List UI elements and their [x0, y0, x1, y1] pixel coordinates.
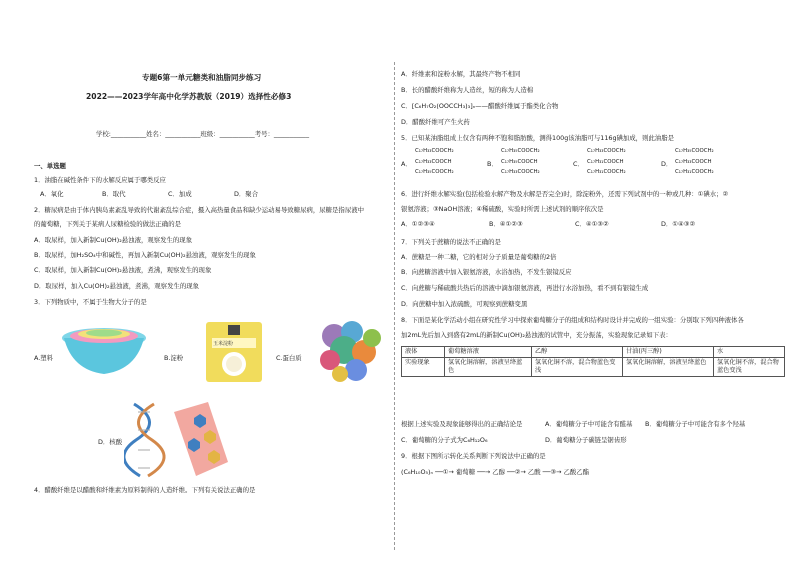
- table-row-label: 实验现象: [402, 358, 445, 377]
- q7-option-a: A．蔗糖是一种二糖，它的相对分子质量是葡萄糖的2倍: [401, 253, 557, 261]
- q5-option-c-formula: [587, 148, 626, 176]
- q4-option-a: A．纤维素和淀粉水解，其最终产物不相同: [401, 70, 521, 78]
- q8-question-line: 根据上述实验及现象能够得出的正确结论是: [401, 420, 523, 428]
- formula-line: C₁₇H₃₃COOCH₂: [415, 148, 454, 154]
- q5-stem: 5．已知某油脂组成上仅含有两种不饱和脂肪酸，测得100g该油脂可与116g碘加成，则此油脂是: [401, 134, 675, 142]
- formula-line: C₁₇H₃₅COOCH₂: [501, 148, 540, 154]
- table-header-cell: 液体: [402, 347, 445, 358]
- q4-stem: 4．醋酸纤维是以醋酸和纤维素为原料制得的人造纤维。下列有关说法正确的是: [34, 486, 256, 494]
- q7-stem: 7．下列关于蔗糖的说法不正确的是: [401, 238, 501, 246]
- table-header-cell: 葡萄糖溶液: [445, 347, 532, 358]
- q3-option-b-label: B.淀粉: [164, 354, 184, 362]
- q8-option-a: A．葡萄糖分子中可能含有醛基: [545, 420, 633, 428]
- q6-option-c: C．④①③②: [575, 220, 609, 228]
- formula-line: C₁₇H₃₁COOCH₂: [675, 169, 714, 176]
- q9-stem: 9．根据下图所示转化关系判断下列说法中正确的是: [401, 452, 546, 460]
- formula-line: C₁₇H₃₅COOCH₂: [675, 148, 714, 154]
- q5-option-b-formula: [501, 148, 540, 176]
- q5-option-b-label: B．: [487, 160, 498, 168]
- starch-package-label: 玉米淀粉: [213, 341, 234, 347]
- table-cell: 氢氧化铜不溶，混合物蓝色变浅: [714, 358, 785, 377]
- q4-option-c: C．[C₆H₇O₂(OOCCH₃)₃]ₙ——醋酸纤维属于酯类化合物: [401, 102, 559, 110]
- q3-option-c-label: C.蛋白质: [276, 354, 302, 362]
- table-row: [402, 358, 785, 377]
- student-info-line: 学校:___________姓名：___________班级：___________考号：___________: [96, 130, 310, 138]
- q2-option-b: B．取尿样，加H₂SO₄中和碱性，再加入新制Cu(OH)₂悬浊液，观察发生的现象: [34, 251, 256, 259]
- q8-stem-line2: 加2mL先后加入到盛有2mL的新制Cu(OH)₂悬浊液的试管中，充分振荡，实验现象记录如下表：: [401, 331, 672, 339]
- q8-option-c: C．葡萄糖的分子式为C₆H₁₂O₆: [401, 436, 488, 444]
- q7-option-c: C．向蔗糖与稀硫酸共热后的溶液中滴加银氨溶液，再进行水浴加热，看不到有银镜生成: [401, 284, 649, 292]
- q1-stem: 1．油脂在碱性条件下的水解反应属于哪类反应: [34, 176, 166, 184]
- q4-option-b: B．长的醋酸纤维称为人造丝，短的称为人造棉: [401, 86, 534, 94]
- worksheet-subtitle: 2022——2023学年高中化学苏教版（2019）选择性必修3: [86, 92, 292, 101]
- q2-option-a: A．取尿样，加入新制Cu(OH)₂悬浊液，观察发生的现象: [34, 236, 193, 244]
- q5-option-d-formula: [675, 148, 714, 176]
- q1-option-d: D．聚合: [234, 190, 259, 198]
- starch-package-image: [202, 320, 266, 384]
- formula-line: C₁₇H₃₃COOCH₂: [501, 169, 540, 176]
- formula-line: C₁₇H₃₃COOCH₂: [587, 148, 626, 154]
- q2-option-d: D．取尿样，加入Cu(OH)₂悬浊液，煮沸，观察发生的现象: [34, 282, 200, 290]
- column-divider: [394, 62, 395, 550]
- formula-line: C₁₇H₃₅COOCH: [501, 158, 538, 165]
- q5-option-a-label: A．: [401, 160, 412, 168]
- protein-structure-image: [306, 316, 390, 388]
- q4-option-d: D．醋酸纤维可产生火药: [401, 118, 470, 126]
- table-cell: 氢氧化铜溶解，溶液呈绛蓝色: [445, 358, 532, 377]
- formula-line: C₁₇H₃₅COOCH₂: [415, 169, 454, 176]
- table-header-cell: 水: [714, 347, 785, 358]
- q8-stem-line1: 8．下面是某化学活动小组在研究性学习中探索葡萄糖分子的组成和结构时设计并完成的一组实验：分别取下列四种液体各: [401, 316, 744, 324]
- q6-option-d: D．①④③②: [661, 220, 696, 228]
- formula-line: C₁₇H₃₁COOCH₂: [587, 169, 626, 176]
- q2-option-c: C．取尿样，加入新制Cu(OH)₂悬浊液，煮沸，观察发生的现象: [34, 266, 212, 274]
- q2-stem-line1: 2．糖尿病是由于体内胰岛素紊乱导致的代谢紊乱综合症，摄入高热量食品和缺少运动易导致糖尿病，尿糖是指尿液中: [34, 206, 364, 214]
- worksheet-title: 专题6第一单元糖类和油脂同步练习: [142, 73, 262, 82]
- table-header-cell: 乙醇: [532, 347, 623, 358]
- table-header-row: [402, 347, 785, 358]
- q1-option-b: B．取代: [102, 190, 126, 198]
- q5-option-d-label: D．: [661, 160, 673, 168]
- q3-option-a-label: A.塑料: [34, 354, 54, 362]
- table-cell: 氢氧化铜溶解，溶液呈绛蓝色: [623, 358, 714, 377]
- plastic-basins-image: [58, 320, 150, 380]
- formula-line: C₁₇H₃₁COOCH: [587, 158, 624, 165]
- section-heading: 一、单选题: [34, 162, 66, 170]
- table-cell: 氢氧化铜不溶，混合物蓝色变浅: [532, 358, 623, 377]
- nucleic-acid-image: [124, 402, 234, 478]
- q7-option-b: B．向蔗糖溶液中加入银氨溶液，水浴加热，不发生银镜反应: [401, 268, 572, 276]
- q9-conversion-chain: (C₆H₁₀O₅)ₙ ──①→ 葡萄糖 ──→ 乙醇 ──②→ 乙酸 ──③→ 乙酸乙酯: [401, 468, 590, 476]
- q3-option-d-label: D．核酸: [98, 438, 123, 446]
- q6-option-a: A．①②③④: [401, 220, 435, 228]
- q1-option-c: C．加成: [168, 190, 192, 198]
- q2-stem-line2: 的葡萄糖，下列关于某病人尿糖检验的做法正确的是: [34, 220, 181, 228]
- q8-option-b: B．葡萄糖分子中可能含有多个羟基: [645, 420, 746, 428]
- q8-option-d: D．葡萄糖分子碳链呈锯齿形: [545, 436, 627, 444]
- formula-line: C₁₇H₃₃COOCH: [415, 158, 452, 165]
- q3-stem: 3．下列物质中，不属于生物大分子的是: [34, 298, 147, 306]
- table-header-cell: 甘油(丙三醇): [623, 347, 714, 358]
- q1-option-a: A．氧化: [40, 190, 64, 198]
- q8-results-table: [401, 346, 785, 377]
- q5-option-a-formula: [415, 148, 454, 176]
- q5-option-c-label: C．: [573, 160, 584, 168]
- q6-stem-line2: 银氨溶液；③NaOH溶液；④稀硫酸，实验时所需上述试剂的顺序依次是: [401, 205, 604, 213]
- q6-option-b: B．④①②③: [489, 220, 523, 228]
- q6-stem-line1: 6．进行纤维水解实验(包括检验水解产物及水解是否完全)时，除淀粉外，还需下列试剂中的一种或几种：①碘水；②: [401, 190, 729, 198]
- q7-option-d: D．向蔗糖中加入浓硫酸，可观察到蔗糖变黑: [401, 300, 528, 308]
- formula-line: C₁₇H₃₃COOCH: [675, 158, 712, 165]
